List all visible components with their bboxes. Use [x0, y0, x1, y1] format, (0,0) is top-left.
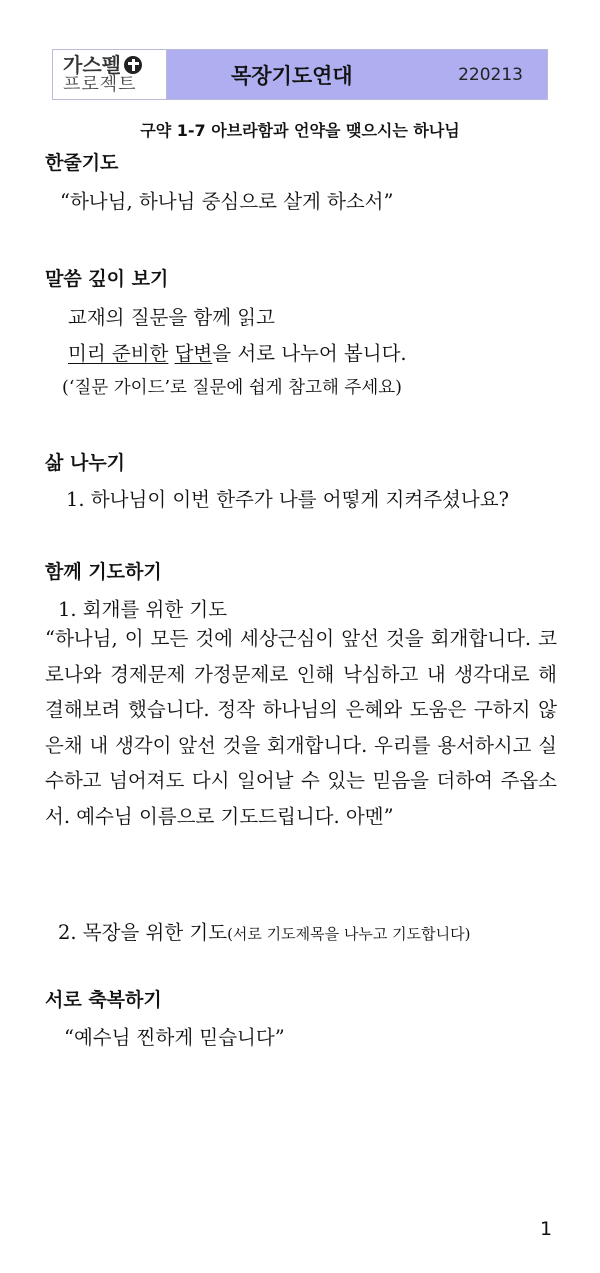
logo	[53, 50, 167, 99]
heading-deep-word: 말씀 깊이 보기	[45, 268, 169, 290]
logo-line2: 프로젝트	[63, 74, 137, 95]
date-label: 220213	[458, 64, 523, 85]
page-title: 목장기도연대	[231, 63, 353, 88]
underlined-answer: 답변	[174, 342, 213, 365]
deep-word-line3: (‘질문 가이드’로 질문에 쉽게 참고해 주세요)	[62, 378, 402, 398]
pray-item1: 1. 회개를 위한 기도	[58, 598, 228, 621]
repentance-prayer-paragraph: “하나님, 이 모든 것에 세상근심이 앞선 것을 회개합니다. 코로나와 경제문제 가정문제로 인해 낙심하고 내 생각대로 해결해보려 했습니다. 정작 하나님의 은혜와 도움은 구하지 않은채 내 생각이 앞선 것을 회개합니다. 우리를 용서하시고 실수하고 넘어져도 다시 일어날 수 있는 믿음을 더하여 주옵소서. 예수님 이름으로 기도드립니다. 아멘”	[45, 627, 557, 828]
heading-pray-together: 함께 기도하기	[45, 561, 162, 583]
pray-item2-note: (서로 기도제목을 나누고 기도합니다)	[227, 925, 471, 943]
page-number: 1	[540, 1218, 553, 1240]
bless-text: “예수님 찐하게 믿습니다”	[64, 1026, 285, 1049]
one-line-prayer-text: “하나님, 하나님 중심으로 살게 하소서”	[60, 190, 394, 213]
deep-word-line2-rest: 을 서로 나누어 봅니다.	[212, 342, 407, 365]
lesson-subtitle: 구약 1-7 아브라함과 언약을 맺으시는 하나님	[140, 121, 460, 140]
logo-line1: 가스펠	[63, 53, 121, 77]
header-bar	[52, 49, 548, 100]
pray-item2-label: 2. 목장을 위한 기도	[58, 921, 228, 944]
heading-life-sharing: 삶 나누기	[45, 452, 126, 474]
cross-icon	[124, 56, 142, 74]
life-sharing-item1: 1. 하나님이 이번 한주가 나를 어떻게 지켜주셨나요?	[66, 488, 509, 511]
underlined-prepared: 미리 준비한	[68, 342, 169, 365]
pray-item2	[58, 917, 470, 945]
heading-one-line-prayer: 한줄기도	[45, 152, 119, 174]
deep-word-line2	[68, 338, 407, 366]
title-banner	[167, 50, 547, 99]
deep-word-line1: 교재의 질문을 함께 읽고	[68, 306, 275, 329]
heading-bless: 서로 축복하기	[45, 989, 162, 1011]
